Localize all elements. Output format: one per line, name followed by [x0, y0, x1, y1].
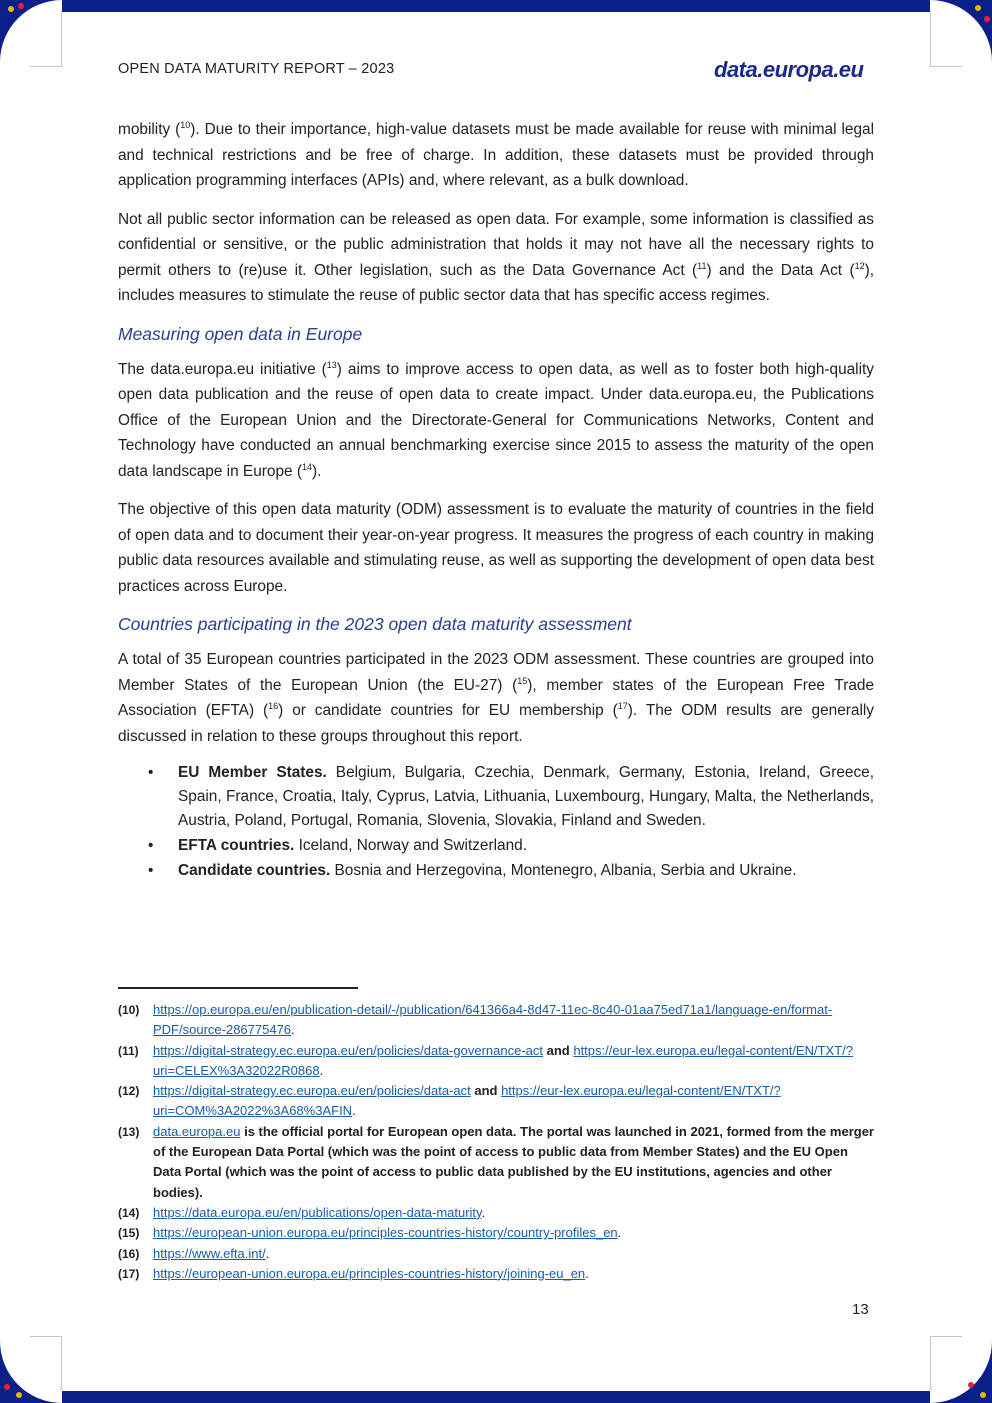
footnote-separator: [118, 987, 358, 989]
list-item: • EU Member States. Belgium, Bulgaria, Czechia, Denmark, Germany, Estonia, Ireland, Greece, Spain, France, Croatia, Italy, Cyprus, Latvia, Lithuania, Luxembourg, Hungary, Malta, the Netherlands, Austria, Poland, Portugal, Romania, Slovenia, Slovakia, Finland and Sweden.: [178, 761, 874, 833]
footnote: (15) https://european-union.europa.eu/principles-countries-history/country-profiles_en.: [118, 1225, 622, 1241]
footnote-link[interactable]: data.europa.eu: [153, 1123, 241, 1139]
section-heading: Measuring open data in Europe: [118, 323, 363, 344]
crop-mark: [30, 66, 62, 67]
corner-decoration: [930, 0, 992, 62]
paragraph: The objective of this open data maturity (ODM) assessment is to evaluate the maturity of countries in the field of open data and to document their year-on-year progress. It measures the progress of each country in making public data resources available and stimulating reuse, as well as supporting the development of open data best practices across Europe.: [118, 501, 874, 595]
report-header-title: OPEN DATA MATURITY REPORT – 2023: [118, 61, 395, 77]
footnote: (17) https://european-union.europa.eu/principles-countries-history/joining-eu_en.: [118, 1265, 589, 1281]
crop-mark: [930, 1336, 962, 1337]
list-item: • EFTA countries. Iceland, Norway and Switzerland.: [178, 834, 874, 858]
footnote-ref[interactable]: 10: [180, 119, 191, 130]
footnote: (13) data.europa.eu is the official portal for European open data. The portal was launched in 2021, formed from the merger of the European Data Portal (which was the point of access to public data from Member States) and the EU Open Data Portal (which was the point of access to public data published by the EU institutions, agencies and other bodies).: [118, 1123, 874, 1200]
crop-mark: [930, 66, 962, 67]
footnote-ref[interactable]: 12: [854, 260, 865, 271]
footnote-link[interactable]: https://european-union.europa.eu/principles-countries-history/joining-eu_en: [153, 1265, 586, 1281]
section-heading: Countries participating in the 2023 open data maturity assessment: [118, 614, 632, 634]
footnote: (14) https://data.europa.eu/en/publications/open-data-maturity.: [118, 1204, 486, 1220]
decor-dot: [975, 5, 981, 11]
bullet-icon: •: [148, 862, 154, 879]
corner-decoration: [0, 1341, 62, 1403]
footnote-link[interactable]: https://digital-strategy.ec.europa.eu/en/policies/data-act: [153, 1083, 471, 1099]
footnote-ref[interactable]: 16: [268, 700, 279, 711]
footnote-ref[interactable]: 14: [301, 461, 312, 472]
footnote-ref[interactable]: 17: [617, 700, 628, 711]
crop-mark: [61, 1336, 62, 1391]
footnote: (10) https://op.europa.eu/en/publication-detail/-/publication/641366a4-8d47-11ec-8c40-01aa75ed71a1/language-en/format-PDF/source-286775476.: [118, 1002, 833, 1038]
footnote: (16) https://www.efta.int/.: [118, 1245, 270, 1261]
footnote-ref[interactable]: 11: [697, 260, 707, 271]
footnotes: [118, 1000, 874, 1284]
country-group-list: [118, 761, 874, 883]
decor-dot: [16, 1392, 22, 1398]
footnote-ref[interactable]: 15: [517, 675, 528, 686]
paragraph: mobility ($^{10}$). Due to their importance, high-value datasets must be made available for reuse with minimal legal and technical restrictions and be free of charge. In addition, these datasets must be provided through application programming interfaces (APIs) and, where relevant, as a bulk download.: [118, 119, 874, 189]
decor-dot: [968, 1382, 974, 1388]
footnote-link[interactable]: https://www.efta.int/: [153, 1245, 266, 1261]
crop-mark: [30, 1336, 62, 1337]
decor-dot: [980, 1392, 986, 1398]
crop-mark: [930, 12, 931, 66]
footnote-ref[interactable]: 13: [326, 359, 337, 370]
list-item: • Candidate countries. Bosnia and Herzegovina, Montenegro, Albania, Serbia and Ukraine.: [178, 859, 874, 883]
decor-dot: [18, 3, 24, 9]
crop-mark: [61, 12, 62, 66]
footnote-link[interactable]: https://eur-lex.europa.eu/legal-content/EN/TXT/?uri=CELEX%3A32022R0868: [153, 1042, 853, 1078]
footnote-link[interactable]: https://eur-lex.europa.eu/legal-content/EN/TXT/?uri=COM%3A2022%3A68%3AFIN: [153, 1083, 781, 1119]
footnote-link[interactable]: https://op.europa.eu/en/publication-detail/-/publication/641366a4-8d47-11ec-8c40-01aa75ed71a1/language-en/format-PDF/source-286775476: [153, 1002, 833, 1038]
footnote-link[interactable]: https://data.europa.eu/en/publications/open-data-maturity: [153, 1204, 482, 1220]
top-frame-band: [0, 0, 992, 12]
decor-dot: [4, 1384, 10, 1390]
footnote: (12) https://digital-strategy.ec.europa.eu/en/policies/data-act and https://eur-lex.europa.eu/legal-content/EN/TXT/?uri=COM%3A2022%3A68%3AFIN.: [118, 1083, 781, 1119]
bullet-icon: •: [148, 837, 154, 854]
footnote: (11) https://digital-strategy.ec.europa.eu/en/policies/data-governance-act and https://eur-lex.europa.eu/legal-content/EN/TXT/?uri=CELEX%3A32022R0868.: [118, 1042, 853, 1078]
page-number: 13: [852, 1301, 869, 1318]
data-europa-logo[interactable]: data.europa.eu: [714, 57, 864, 82]
bullet-icon: •: [148, 764, 154, 781]
decor-dot: [8, 6, 14, 12]
bottom-frame-band: [0, 1391, 992, 1403]
paragraph: Not all public sector information can be released as open data. For example, some information is classified as confidential or sensitive, or the public administration that holds it may not have all the necessary rights to permit others to (re)use it. Other legislation, such as the Data Governance Act ($^{11}$) and the Data Act ($^{12}$), includes measures to stimulate the reuse of public sector data that has specific access regimes.: [118, 210, 874, 304]
paragraph: A total of 35 European countries participated in the 2023 ODM assessment. These countries are grouped into Member States of the European Union (the EU-27) ($^{15}$), member states of the European Free Trade Association (EFTA) ($^{16}$) or candidate countries for EU membership ($^{17}$). The ODM results are generally discussed in relation to these groups throughout this report.: [118, 651, 875, 745]
footnote-link[interactable]: https://digital-strategy.ec.europa.eu/en/policies/data-governance-act: [153, 1042, 543, 1058]
crop-mark: [930, 1336, 931, 1391]
footnote-link[interactable]: https://european-union.europa.eu/principles-countries-history/country-profiles_en: [153, 1225, 618, 1241]
decor-dot: [984, 16, 990, 22]
paragraph: The data.europa.eu initiative ($^{13}$) aims to improve access to open data, as well as to foster both high-quality open data publication and the reuse of open data to create impact. Under data.europa.eu, the Publications Office of the European Union and the Directorate-General for Communications Networks, Content and Technology have conducted an annual benchmarking exercise since 2015 to assess the maturity of the open data landscape in Europe ($^{14}$).: [118, 359, 874, 480]
main-content: [118, 117, 874, 883]
